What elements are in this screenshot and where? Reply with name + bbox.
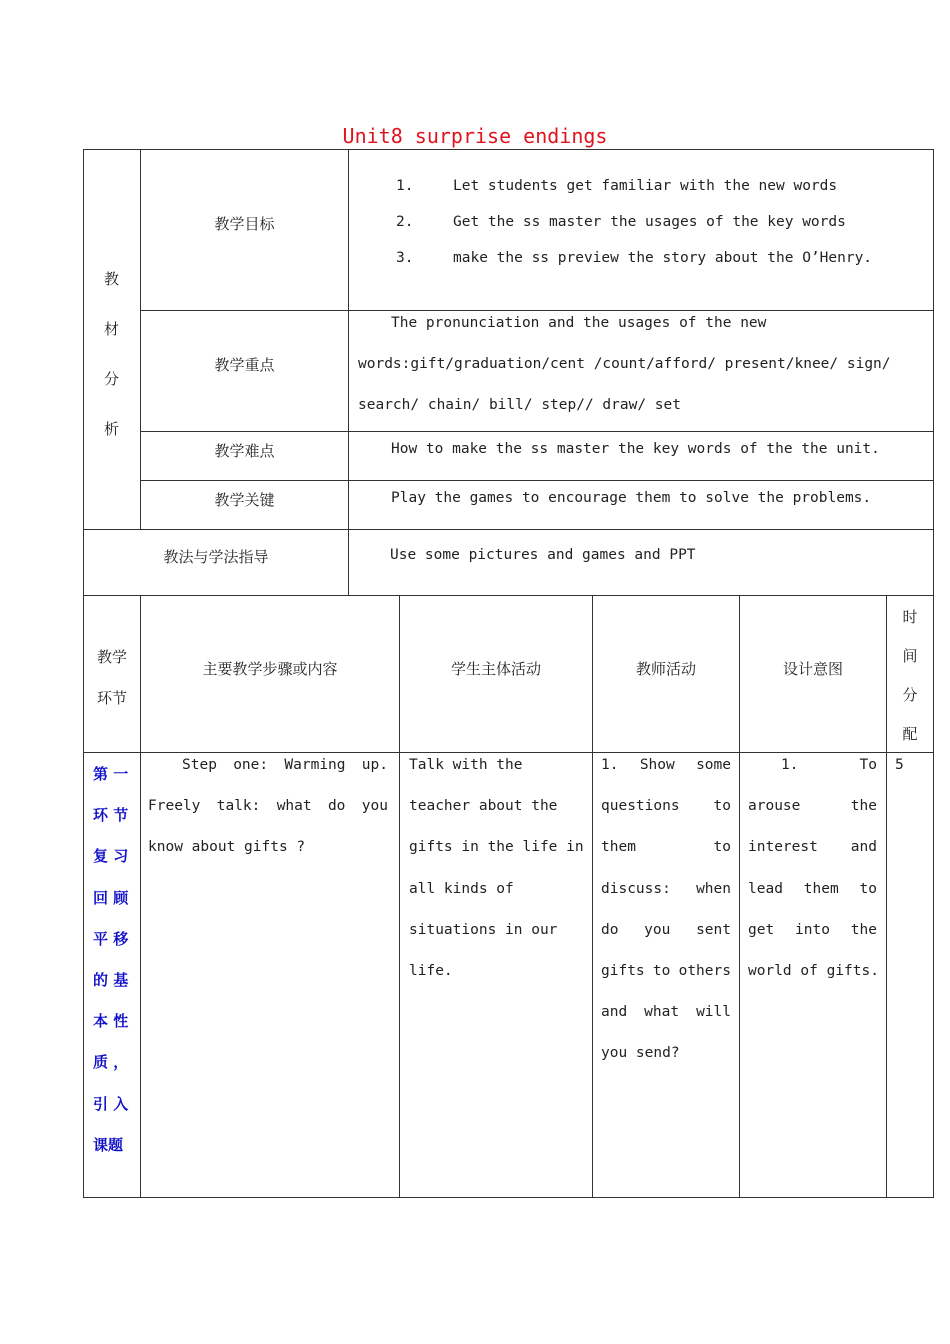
goals-label: 教学目标 bbox=[214, 215, 275, 233]
stage1-teacher-word: and bbox=[601, 1004, 628, 1021]
stage1-teacher-word: others bbox=[678, 963, 731, 979]
stage1-teacher-line bbox=[601, 798, 731, 814]
stage1-steps-cell bbox=[140, 752, 400, 1198]
section-label-char: 材 bbox=[104, 320, 120, 338]
goal-number: 2. bbox=[396, 214, 414, 230]
stage1-teacher-word: what bbox=[644, 1004, 680, 1021]
stage1-label-line: 环 节 bbox=[93, 806, 129, 825]
stage1-teacher-word: gifts bbox=[601, 963, 645, 979]
stage1-label-line: 的 基 bbox=[93, 971, 129, 990]
goal-text: make the ss preview the story about the O’Henry. bbox=[453, 250, 873, 266]
stage1-label-line: 课题 bbox=[93, 1135, 124, 1154]
keypoints-line-2: words:gift/graduation/cent /count/afford/ present/knee/ sign/ bbox=[358, 356, 891, 372]
key-label: 教学关键 bbox=[214, 491, 275, 509]
page-title: Unit8 surprise endings bbox=[342, 124, 608, 148]
stage1-steps-line: know about gifts ? bbox=[148, 839, 306, 855]
section-label-char: 析 bbox=[104, 420, 120, 438]
header-stage-line: 教学 bbox=[96, 648, 127, 666]
header-steps: 主要教学步骤或内容 bbox=[202, 660, 338, 678]
stage1-teacher-line bbox=[601, 839, 731, 855]
stage1-steps-word: Step bbox=[182, 757, 217, 773]
stage1-teacher-line bbox=[601, 922, 731, 938]
section-label-char: 分 bbox=[104, 370, 120, 388]
stage1-design-line bbox=[748, 881, 877, 897]
stage1-design-word: interest bbox=[748, 839, 818, 856]
stage1-steps-word: Warming bbox=[284, 757, 346, 773]
stage1-student-line: gifts in the life in bbox=[409, 839, 584, 856]
goal-text: Let students get familiar with the new words bbox=[453, 178, 838, 194]
stage1-design-line bbox=[748, 839, 877, 855]
goal-text: Get the ss master the usages of the key words bbox=[453, 214, 846, 230]
stage1-label bbox=[93, 754, 128, 1166]
stage1-design-word: them bbox=[803, 880, 839, 897]
stage1-steps-word: up. bbox=[361, 757, 388, 773]
stage1-student-line: teacher about the bbox=[409, 798, 558, 815]
stage1-student-line: life. bbox=[409, 963, 453, 979]
stage1-time: 5 bbox=[895, 757, 904, 773]
stage1-steps-line bbox=[182, 757, 388, 773]
goal-number: 3. bbox=[396, 250, 414, 266]
stage1-teacher-word: Show bbox=[639, 757, 675, 773]
stage1-design-line bbox=[748, 922, 877, 938]
stage1-steps-line bbox=[148, 798, 388, 814]
stage1-steps-word: Freely bbox=[148, 798, 201, 814]
stage1-teacher-word: to bbox=[713, 839, 731, 856]
header-stage-line: 环节 bbox=[96, 689, 127, 707]
goal-number: 1. bbox=[396, 178, 414, 194]
stage1-design-word: into bbox=[795, 921, 830, 938]
methods-text: Use some pictures and games and PPT bbox=[390, 547, 696, 563]
difficulty-label: 教学难点 bbox=[214, 442, 275, 460]
stage1-design-line: world of gifts. bbox=[748, 963, 879, 979]
header-time-char: 间 bbox=[902, 647, 918, 665]
stage1-label-line: 复 习 bbox=[93, 847, 129, 866]
stage1-label-line: 本 性 bbox=[93, 1012, 129, 1031]
stage1-design-word: to bbox=[859, 880, 877, 897]
header-stage bbox=[83, 637, 141, 719]
stage1-teacher-word: do bbox=[601, 921, 619, 938]
stage1-label-line: 回 顾 bbox=[93, 888, 129, 907]
header-time-char: 配 bbox=[902, 725, 918, 743]
stage1-design-word: and bbox=[850, 839, 877, 856]
stage1-teacher-line bbox=[601, 757, 731, 773]
header-time-char: 分 bbox=[902, 686, 918, 704]
section-label bbox=[104, 254, 119, 454]
stage1-student-line: situations in our bbox=[409, 921, 558, 938]
stage1-teacher-word: will bbox=[696, 1004, 731, 1021]
keypoints-line-1: The pronunciation and the usages of the new bbox=[391, 315, 767, 331]
stage1-teacher-word: them bbox=[601, 839, 636, 856]
stage1-teacher-word: when bbox=[696, 880, 731, 897]
stage1-teacher-word: 1. bbox=[601, 757, 619, 773]
stage1-design-line bbox=[781, 757, 877, 773]
header-teacher: 教师活动 bbox=[635, 660, 696, 678]
goals-content-cell bbox=[348, 149, 934, 311]
header-time bbox=[886, 598, 934, 754]
header-student: 学生主体活动 bbox=[450, 660, 541, 678]
header-design: 设计意图 bbox=[782, 660, 843, 678]
keypoints-label: 教学重点 bbox=[214, 356, 275, 374]
stage1-teacher-word: you bbox=[644, 921, 671, 938]
stage1-teacher-word: discuss: bbox=[601, 880, 671, 897]
keypoints-line-3: search/ chain/ bill/ step// draw/ set bbox=[358, 397, 682, 413]
stage1-steps-word: do bbox=[327, 798, 346, 814]
stage1-label-line: 第 一 bbox=[93, 765, 129, 783]
stage1-teacher-word: some bbox=[696, 757, 731, 773]
stage1-steps-word: talk: bbox=[216, 798, 261, 814]
stage1-teacher-word: to bbox=[713, 798, 731, 815]
stage1-design-word: lead bbox=[748, 880, 783, 897]
stage1-teacher-word: sent bbox=[696, 921, 731, 938]
methods-label: 教法与学法指导 bbox=[163, 548, 269, 566]
stage1-design-word: 1. bbox=[781, 757, 799, 773]
section-label-char: 教 bbox=[104, 270, 120, 288]
stage1-design-word: the bbox=[850, 798, 877, 815]
stage1-design-word: the bbox=[850, 921, 877, 938]
stage1-label-line: 引 入 bbox=[93, 1094, 129, 1113]
header-time-char: 时 bbox=[902, 608, 918, 626]
stage1-design-line bbox=[748, 798, 877, 814]
stage1-teacher-line bbox=[601, 881, 731, 897]
stage1-design-word: arouse bbox=[748, 798, 801, 815]
stage1-time-cell bbox=[886, 752, 934, 1198]
stage1-label-line: 平 移 bbox=[93, 929, 129, 948]
stage1-teacher-word: to bbox=[652, 963, 671, 979]
stage1-teacher-line bbox=[601, 963, 731, 979]
stage1-steps-word: what bbox=[276, 798, 312, 814]
stage1-teacher-line: you send? bbox=[601, 1045, 680, 1062]
stage1-design-word: To bbox=[859, 757, 877, 773]
stage1-teacher-line bbox=[601, 1004, 731, 1020]
stage1-student-line: all kinds of bbox=[409, 880, 514, 897]
difficulty-text: How to make the ss master the key words of the the unit. bbox=[391, 441, 880, 457]
stage1-steps-word: one: bbox=[233, 757, 269, 773]
key-text: Play the games to encourage them to solve the problems. bbox=[391, 490, 872, 506]
stage1-teacher-word: questions bbox=[601, 798, 680, 815]
stage1-student-line: Talk with the bbox=[409, 757, 523, 773]
stage1-label-line: 质 ， bbox=[93, 1053, 129, 1072]
stage1-design-word: get bbox=[748, 921, 775, 938]
stage1-steps-word: you bbox=[361, 798, 388, 814]
